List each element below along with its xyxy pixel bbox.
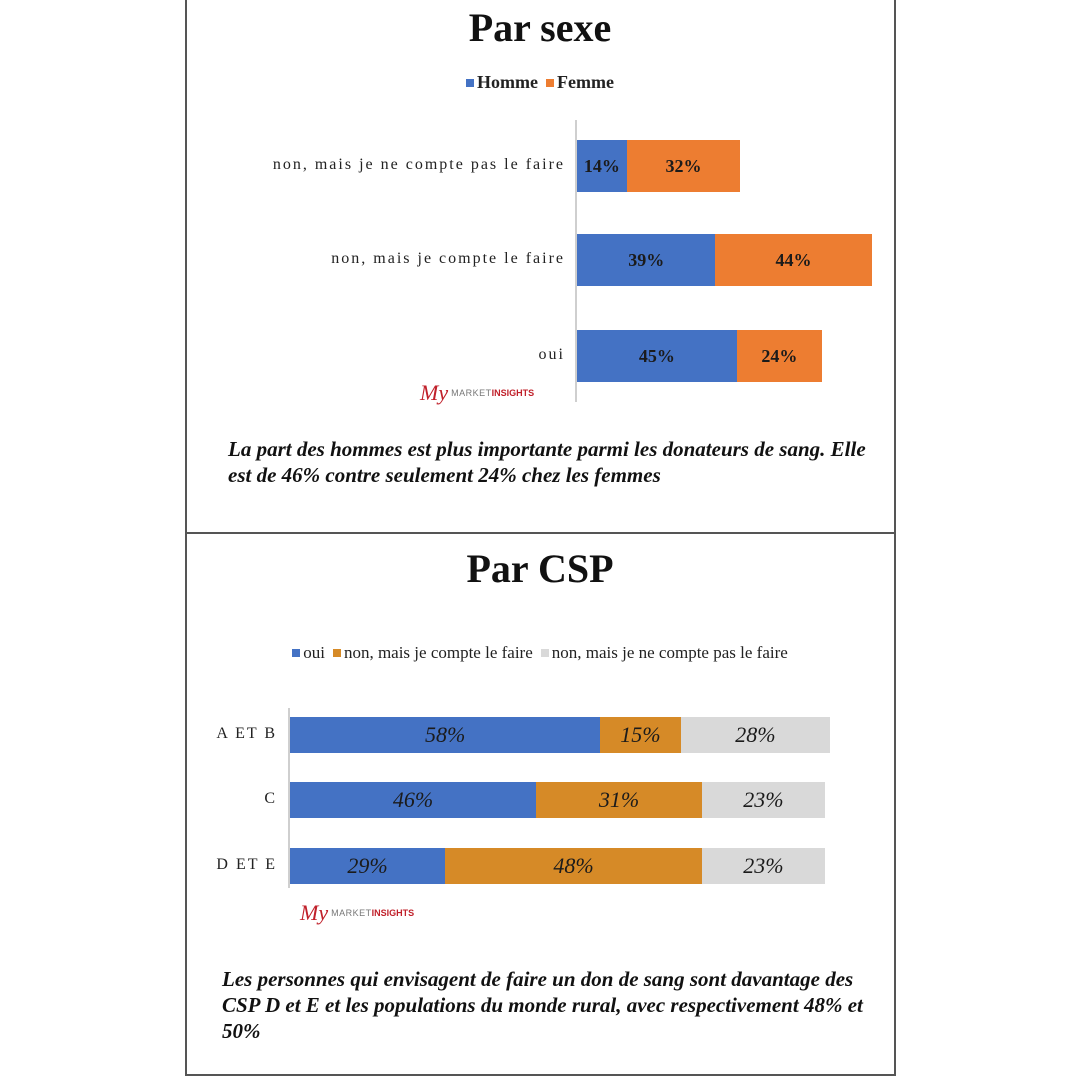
csp-bar-segment	[536, 782, 702, 818]
csp-data-label: 48%	[553, 853, 594, 878]
sexe-category-label: non, mais je ne compte pas le faire	[272, 156, 565, 173]
sexe-data-label: 32%	[665, 155, 702, 176]
csp-legend-item	[333, 643, 533, 663]
sexe-bar-segment	[577, 234, 715, 286]
sexe-legend-item	[466, 72, 538, 93]
csp-data-label: 46%	[392, 787, 434, 812]
sexe-legend-label: Homme	[477, 72, 538, 92]
csp-bar-segment	[445, 848, 702, 884]
sexe-bar-segment	[737, 330, 822, 382]
sexe-data-label: 44%	[775, 249, 812, 270]
sexe-data-label: 24%	[761, 345, 798, 366]
csp-bar-segment	[600, 717, 680, 753]
sexe-bar-segment	[577, 330, 737, 382]
csp-data-label: 58%	[424, 722, 466, 747]
csp-legend-swatch	[292, 649, 300, 657]
csp-data-label: 29%	[347, 853, 388, 878]
csp-category-label: C	[264, 790, 277, 807]
sexe-bar-segment	[715, 234, 871, 286]
logo-market: MARKET	[451, 388, 492, 398]
sexe-data-label: 14%	[583, 155, 620, 176]
csp-legend-swatch	[333, 649, 341, 657]
chart-title-sexe: Par sexe	[468, 5, 612, 50]
csp-legend-label: non, mais je ne compte pas le faire	[551, 643, 788, 662]
csp-bar-segment	[290, 848, 445, 884]
logo-market: MARKET	[331, 908, 372, 918]
sexe-data-label: 39%	[628, 249, 665, 270]
csp-data-label: 31%	[598, 787, 640, 812]
caption-csp: Les personnes qui envisagent de faire un don de sang sont davantage des CSP D et E et les populations du monde rural, avec respectivement 48% et 50%	[222, 967, 863, 1043]
sexe-data-label: 45%	[638, 345, 675, 366]
csp-data-label: 28%	[735, 722, 776, 747]
csp-legend-label: oui	[303, 643, 325, 662]
sexe-legend-swatch	[466, 79, 474, 87]
csp-legend-item	[541, 643, 788, 663]
sexe-bar-segment	[627, 140, 741, 192]
logo-my: My	[420, 380, 449, 405]
sexe-bar-segment	[577, 140, 627, 192]
legend-csp	[0, 643, 1080, 663]
sexe-legend-label: Femme	[557, 72, 614, 92]
caption-sexe: La part des hommes est plus importante parmi les donateurs de sang. Elle est de 46% contre seulement 24% chez les femmes	[228, 437, 866, 487]
csp-data-label: 15%	[620, 722, 661, 747]
csp-bar-segment	[681, 717, 831, 753]
csp-legend-label: non, mais je compte le faire	[343, 643, 533, 662]
legend-sexe	[0, 72, 1080, 93]
sexe-legend-item	[546, 72, 614, 93]
csp-data-label: 23%	[743, 787, 784, 812]
csp-data-label: 23%	[743, 853, 784, 878]
csp-legend-item	[292, 643, 325, 663]
sexe-category-label: non, mais je compte le faire	[331, 250, 565, 267]
logo-insights: INSIGHTS	[491, 388, 535, 398]
sexe-category-label: oui	[538, 346, 565, 363]
logo-my: My	[300, 900, 329, 925]
logo-mymarketinsights	[300, 900, 414, 926]
logo-mymarketinsights	[420, 380, 534, 406]
csp-bar-segment	[290, 782, 536, 818]
csp-category-label: A ET B	[216, 725, 277, 742]
chart-title-csp: Par CSP	[466, 546, 614, 591]
csp-bar-segment	[702, 848, 825, 884]
csp-bar-segment	[702, 782, 825, 818]
csp-category-label: D ET E	[216, 856, 277, 873]
logo-insights: INSIGHTS	[371, 908, 415, 918]
csp-bar-segment	[290, 717, 600, 753]
csp-legend-swatch	[541, 649, 549, 657]
sexe-legend-swatch	[546, 79, 554, 87]
